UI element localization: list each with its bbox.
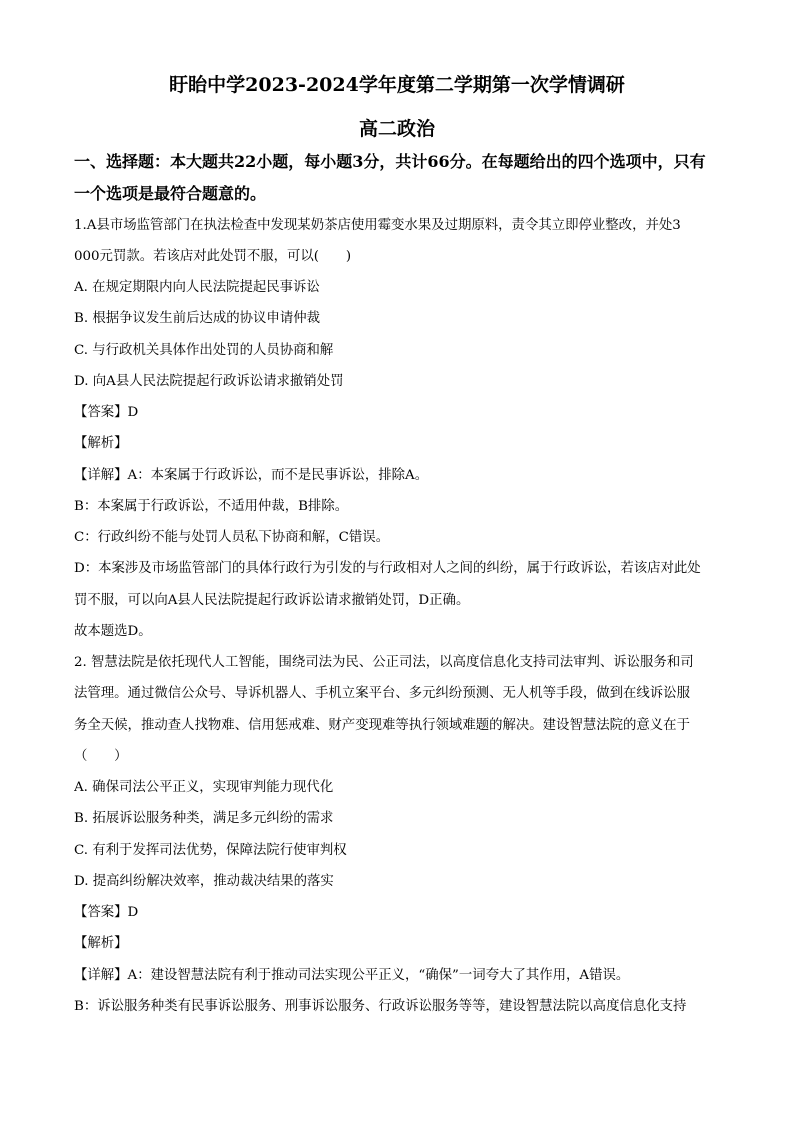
question-1-detail-line-4: D：本案涉及市场监管部门的具体行政行为引发的与行政相对人之间的纠纷，属于行政诉讼，若该店对此处 bbox=[74, 561, 701, 576]
question-1-detail-line-2: B：本案属于行政诉讼，不适用仲裁，B排除。 bbox=[74, 499, 349, 514]
question-1-option-c: C. 与行政机关具体作出处罚的人员协商和解 bbox=[74, 343, 334, 358]
question-2-option-c: C. 有利于发挥司法优势，保障法院行使审判权 bbox=[74, 843, 347, 858]
question-2-option-a: A. 确保司法公平正义，实现审判能力现代化 bbox=[74, 780, 334, 795]
question-1-stem-line-2: 000元罚款。若该店对此处罚不服，可以( ) bbox=[74, 249, 352, 264]
question-2-stem-line-3: 务全天候，推动查人找物难、信用惩戒难、财产变现难等执行领域难题的解决。建设智慧法院的意义在于 bbox=[74, 718, 690, 733]
question-2-option-b: B. 拓展诉讼服务种类，满足多元纠纷的需求 bbox=[74, 811, 334, 826]
section-heading-continued: 一个选项是最符合题意的。 bbox=[74, 184, 267, 203]
question-2-stem-line-1: 2. 智慧法院是依托现代人工智能，围绕司法为民、公正司法，以高度信息化支持司法审判、诉讼服务和司 bbox=[74, 655, 694, 670]
page-title: 盱眙中学2023-2024学年度第二学期第一次学情调研 bbox=[169, 74, 625, 96]
page-subtitle: 高二政治 bbox=[358, 118, 435, 140]
section-heading: 一、选择题：本大题共22小题，每小题3分，共计66分。在每题给出的四个选项中，只有 bbox=[74, 152, 706, 171]
question-2-analysis-label: 【解析】 bbox=[74, 936, 128, 951]
question-1-option-d: D. 向A县人民法院提起行政诉讼请求撤销处罚 bbox=[74, 374, 344, 389]
question-1-answer: 【答案】D bbox=[74, 405, 139, 420]
question-2-option-d: D. 提高纠纷解决效率，推动裁决结果的落实 bbox=[74, 874, 334, 889]
question-1-analysis-label: 【解析】 bbox=[74, 436, 128, 451]
question-1-option-b: B. 根据争议发生前后达成的协议申请仲裁 bbox=[74, 311, 320, 326]
question-1-stem-line-1: 1.A县市场监管部门在执法检查中发现某奶茶店使用霉变水果及过期原料，责令其立即停业整改，并处3 bbox=[74, 218, 681, 233]
question-2-stem-line-2: 法管理。通过微信公众号、导诉机器人、手机立案平台、多元纠纷预测、无人机等手段，做到在线诉讼服 bbox=[74, 686, 690, 701]
question-1-detail-line-1: 【详解】A：本案属于行政诉讼，而不是民事诉讼，排除A。 bbox=[74, 468, 429, 483]
question-2-answer: 【答案】D bbox=[74, 905, 139, 920]
question-1-detail-line-3: C：行政纠纷不能与处罚人员私下协商和解，C错误。 bbox=[74, 530, 390, 545]
question-1-detail-line-5: 罚不服，可以向A县人民法院提起行政诉讼请求撤销处罚，D正确。 bbox=[74, 593, 470, 608]
question-1-option-a: A. 在规定期限内向人民法院提起民事诉讼 bbox=[74, 280, 320, 295]
question-2-detail-line-2: B：诉讼服务种类有民事诉讼服务、刑事诉讼服务、行政诉讼服务等等，建设智慧法院以高度信息化支持 bbox=[74, 999, 687, 1014]
question-1-detail-line-6: 故本题选D。 bbox=[74, 624, 152, 639]
question-2-detail-line-1: 【详解】A：建设智慧法院有利于推动司法实现公平正义，“确保”一词夸大了其作用，A错误。 bbox=[74, 968, 630, 983]
question-2-stem-line-4: （ ） bbox=[74, 749, 128, 764]
